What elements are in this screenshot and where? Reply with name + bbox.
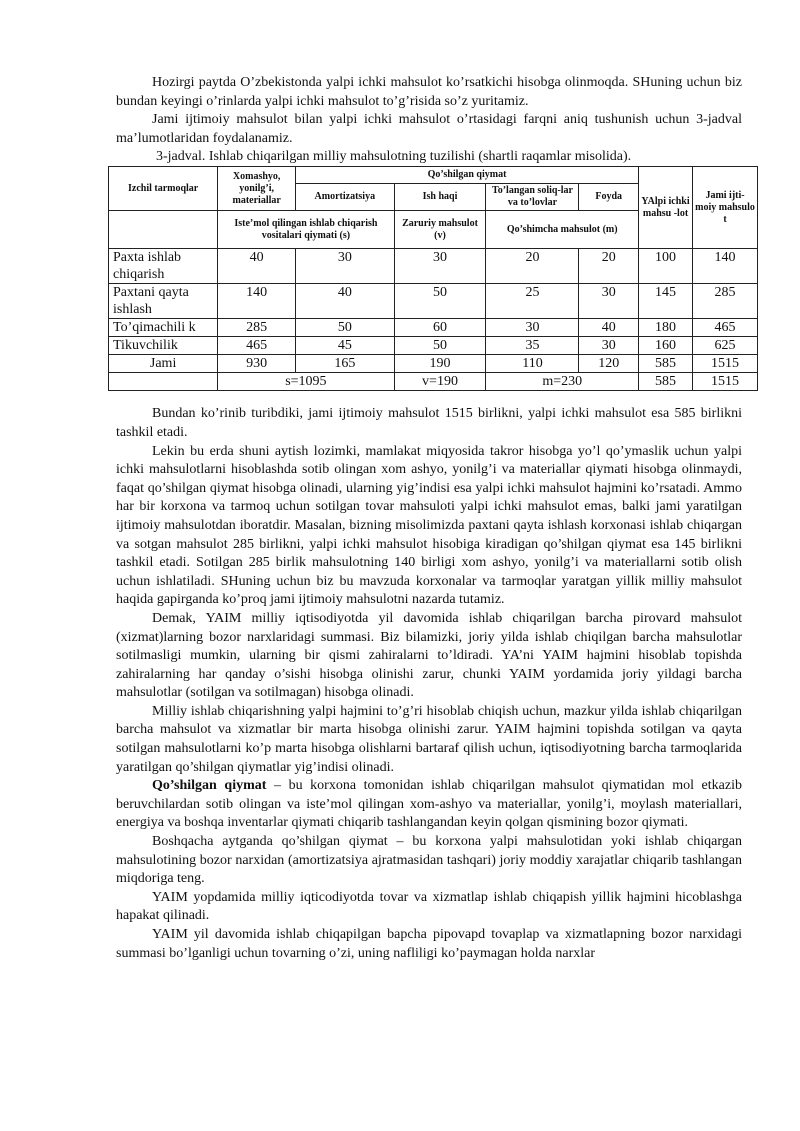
cell: 50: [394, 284, 486, 319]
cell: 145: [638, 284, 692, 319]
header-jami: Jami ijti-moiy mahsulo t: [693, 167, 758, 249]
paragraph: Milliy ishlab chiqarishning yalpi hajmini to’g’ri hisoblab chiqish uchun, mazkur yilda ishlab chiqarilgan barcha mahsulot va xizmatlar bir marta hisobga olinishi zarur. YAIM hajmini topishda sotilgan va qayta sotilgan mahsulotlarni ko’p marta hisobga olishlarni bartaraf qilish uchun, iqtisodiyotning barcha tarmoqlarida yaratilgan qo’shilgan qiymatlar yig’indisi olinadi.: [116, 703, 742, 775]
cell: 25: [486, 284, 579, 319]
cell: 40: [296, 284, 394, 319]
header-izchil-cont: [109, 211, 218, 249]
cell: 30: [394, 249, 486, 284]
cell: 465: [218, 337, 296, 355]
cell: 160: [638, 337, 692, 355]
header-amortizatsiya: Amortizatsiya: [296, 184, 394, 211]
header-xomashyo: Xomashyo, yonilg’i, materiallar: [218, 167, 296, 211]
definition-text: – bu korxona tomonidan ishlab chiqarilgan mahsulot qiymatidan mol etkazib beruvchilardan sotib olingan va iste’mol qilingan xom-ashyo va materiallar, yonilg’i, moylash materiallari, energiya va boshqa inventarlar qiymati chiqarib tashlangandan keyin qolgan qismining bozor qiymati.: [116, 778, 742, 831]
table-row: [109, 319, 758, 337]
cell: 180: [638, 319, 692, 337]
paragraph: Jami ijtimoiy mahsulot bilan yalpi ichki mahsulot o’rtasidagi farqni aniq tushunish uchun 3-jadval ma’lumotlaridan foydalanamiz.: [116, 112, 742, 146]
cell: 30: [486, 319, 579, 337]
table-row-total: [109, 355, 758, 373]
header-foyda: Foyda: [579, 184, 638, 211]
cell: 625: [693, 337, 758, 355]
table-row: [109, 337, 758, 355]
document-page: [113, 74, 755, 963]
cell: 110: [486, 355, 579, 373]
cell: 40: [579, 319, 638, 337]
cell: 140: [693, 249, 758, 284]
cell: 20: [486, 249, 579, 284]
header-zaruriy: Zaruriy mahsulot (v): [394, 211, 486, 249]
cell-empty: [109, 373, 218, 391]
summary-m: m=230: [486, 373, 639, 391]
paragraph: Boshqacha aytganda qo’shilgan qiymat – bu korxona yalpi mahsulotidan yoki ishlab chiqargan mahsulotining bozor narxidan (amortizatsiya ajratmasidan tashqari) joriy moddiy xarajatlar chiqarib tashlangan miqdoriga teng.: [116, 834, 742, 887]
table-row: [109, 284, 758, 319]
row-label: Tikuvchilik: [109, 337, 218, 355]
header-qoshimcha: Qo’shimcha mahsulot (m): [486, 211, 639, 249]
header-ish-haqi: Ish haqi: [394, 184, 486, 211]
cell: 1515: [693, 355, 758, 373]
cell: 50: [394, 337, 486, 355]
summary-v: v=190: [394, 373, 486, 391]
cell: 30: [296, 249, 394, 284]
cell: 285: [693, 284, 758, 319]
definition-term: Qo’shilgan qiymat: [152, 778, 267, 794]
row-label: Paxta ishlab chiqarish: [109, 249, 218, 284]
cell: 165: [296, 355, 394, 373]
summary-yaim: 585: [638, 373, 692, 391]
cell: 120: [579, 355, 638, 373]
cell: 585: [638, 355, 692, 373]
cell: 60: [394, 319, 486, 337]
cell: 930: [218, 355, 296, 373]
header-izchil: Izchil tarmoqlar: [109, 167, 218, 211]
cell: 465: [693, 319, 758, 337]
table-row-summary: [109, 373, 758, 391]
table-row: [109, 249, 758, 284]
cell: 40: [218, 249, 296, 284]
definition-paragraph: [116, 777, 742, 833]
paragraph: Demak, YAIM milliy iqtisodiyotda yil davomida ishlab chiqarilgan barcha pirovard mahsulot (xizmat)larning bozor narxlaridagi summasi. Biz bilamizki, joriy yilda ishlab chiqilgan barcha mahsulotlar sotilmasligi mumkin, ularning bir qismi zahiralarni to’ldiradi. YA’ni YAIM hajmini hisoblab topishda zahiralarning har qanday o’sishi hisobga olinishi zarur, chunki YAIM yordamida joriy yildagi barcha mahsulotlar (sotilgan va sotilmagan) hisobga olinadi.: [116, 610, 742, 701]
cell: 50: [296, 319, 394, 337]
paragraph: YAIM yopdamida milliy iqticodiyotda tovar va xizmatlap ishlab chiqapish yillik hajmini hicoblashga hapakat qilinadi.: [116, 889, 742, 924]
header-istemol: Iste’mol qilingan ishlab chiqarish vositalari qiymati (s): [218, 211, 394, 249]
summary-jami: 1515: [693, 373, 758, 391]
cell: 35: [486, 337, 579, 355]
cell: 45: [296, 337, 394, 355]
cell: 30: [579, 284, 638, 319]
row-label: To’qimachili k: [109, 319, 218, 337]
paragraph: Hozirgi paytda O’zbekistonda yalpi ichki mahsulot ko’rsatkichi hisobga olinmoqda. SHuning uchun biz bundan keyingi o’rinlarda yalpi ichki mahsulot to’g’risida so’z yuritamiz.: [116, 75, 742, 109]
row-label: Paxtani qayta ishlash: [109, 284, 218, 319]
row-label: Jami: [109, 355, 218, 373]
cell: 20: [579, 249, 638, 284]
header-yaim: YAlpi ichki mahsu -lot: [638, 167, 692, 249]
cell: 100: [638, 249, 692, 284]
header-qoshilgan: Qo’shilgan qiymat: [296, 167, 639, 184]
paragraph: Lekin bu erda shuni aytish lozimki, mamlakat miqyosida takror hisobga yo’l qo’ymaslik uchun yalpi ichki mahsulotlarni hisoblashda sotib olingan xom ashyo, yonilg’i va materiallar qiymati hisobga olinmaydi, faqat qo’shilgan qiymat hisobga olinadi, ularning yig’indisi esa yalpi ichki mahsulot hajmini ko’rsatadi. Ammo har bir korxona va tarmoq uchun sotilgan tovar mahsuloti yalpi ichki mahsulot emas, balki jami yaratilgan ijtimoiy mahsulotdan iboratdir. Masalan, bizning misolimizda paxtani qayta ishlash korxonasi ishlab chiqargan va sotgan mahsulot 285 birlikni, yalpi ichki mahsulot hisobiga kiradigan qo’shilgan qiymat esa 145 birlikni tashkil etadi. Sotilgan 285 birlik mahsulotning 140 birligi xom ashyo, yonilg’i va materiallarni sotib olish uchun ishlatiladi. SHuning uchun biz bu mavzuda korxonalar va tarmoqlar yaratgan yillik milliy mahsulot haqida gapirganda ko’proq jami ijtimoiy mahsulotni nazarda tutamiz.: [116, 443, 742, 608]
cell: 140: [218, 284, 296, 319]
paragraph: Bundan ko’rinib turibdiki, jami ijtimoiy mahsulot 1515 birlikni, yalpi ichki mahsulot esa 585 birlikni tashkil etadi.: [116, 406, 742, 440]
cell: 285: [218, 319, 296, 337]
data-table: [108, 166, 758, 391]
cell: 190: [394, 355, 486, 373]
paragraph: YAIM yil davomida ishlab chiqapilgan bapcha pipovapd tovaplap va xizmatlapning bozor narxidagi summasi bo’lganligi uchun tovarning o’zi, uning nafliligi ko’paymagan holda narxlar: [116, 927, 742, 961]
summary-s: s=1095: [218, 373, 394, 391]
table-caption: 3-jadval. Ishlab chiqarilgan milliy mahsulotning tuzilishi (shartli raqamlar misolida).: [156, 149, 632, 165]
cell: 30: [579, 337, 638, 355]
header-soliq: To’langan soliq-lar va to’lovlar: [486, 184, 579, 211]
